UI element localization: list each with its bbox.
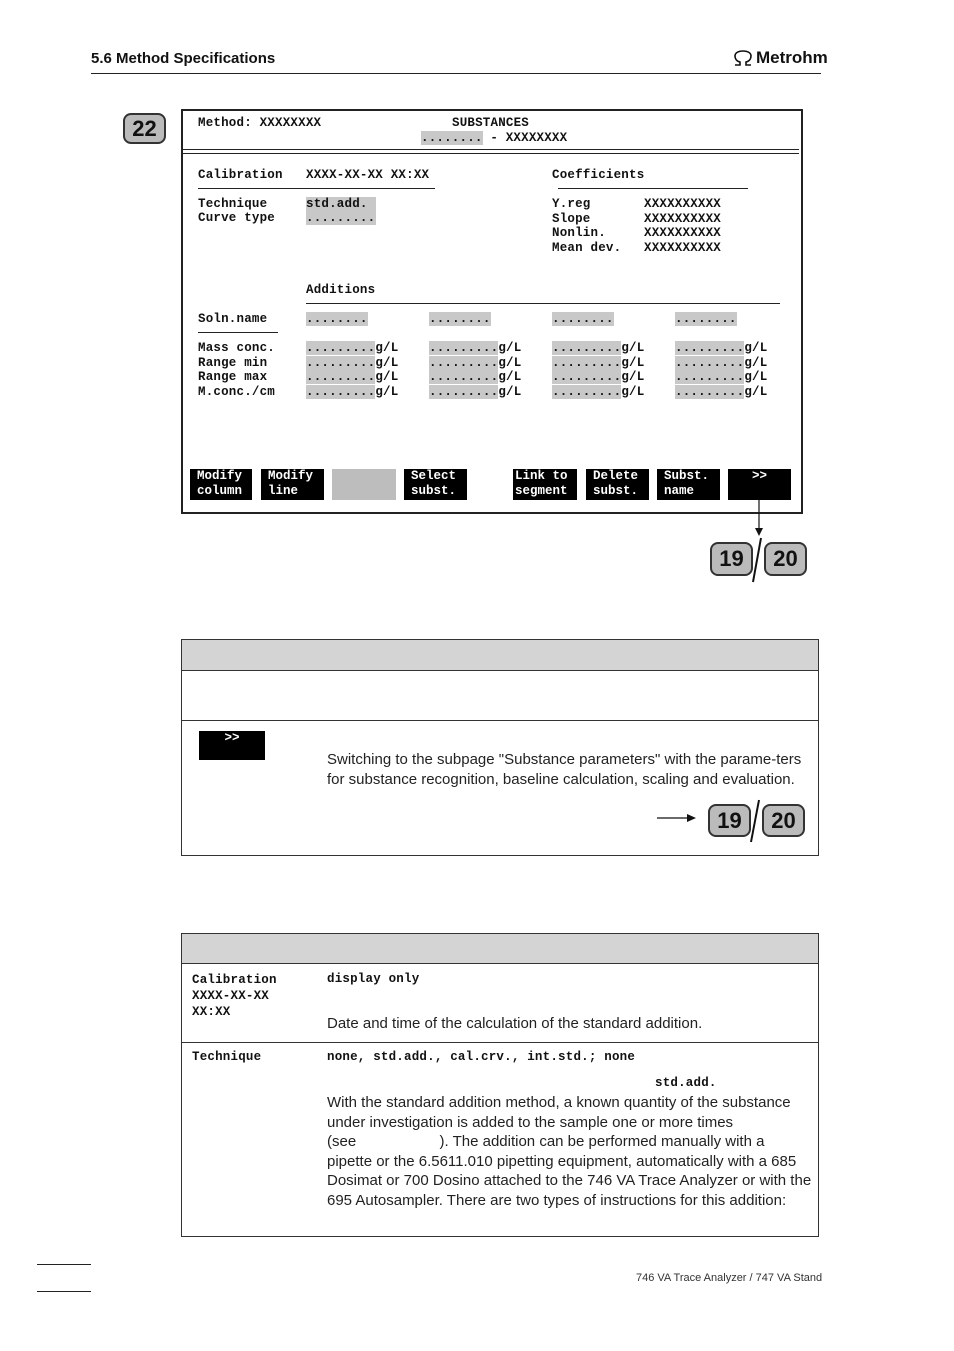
substance-name-softkey[interactable] bbox=[657, 469, 720, 500]
softkey-line: Subst. bbox=[664, 469, 710, 483]
conc-field[interactable]: ......... bbox=[675, 370, 745, 384]
soln-name-underline bbox=[198, 332, 278, 333]
conc-field[interactable]: ......... bbox=[552, 384, 622, 399]
table-header bbox=[182, 934, 818, 964]
delete-substance-softkey[interactable] bbox=[586, 469, 649, 500]
softkey-line: segment bbox=[515, 484, 568, 498]
coefficient-value: XXXXXXXXXX bbox=[644, 211, 722, 226]
brand-logo bbox=[733, 48, 828, 68]
conc-field[interactable]: ......... bbox=[306, 384, 376, 399]
coefficients-title: Coefficients bbox=[552, 168, 645, 182]
unit-label: g/L bbox=[498, 355, 522, 370]
row-label: Mass conc. bbox=[198, 341, 276, 355]
unit-label: g/L bbox=[375, 355, 399, 370]
conc-field[interactable]: ......... bbox=[429, 355, 499, 370]
calibration-values: display only bbox=[327, 972, 420, 986]
param-line: XXXX-XX-XX bbox=[192, 989, 270, 1003]
conc-field[interactable]: ......... bbox=[429, 384, 499, 399]
coefficients-underline bbox=[558, 188, 748, 189]
soln-name-label: Soln.name bbox=[198, 312, 268, 326]
header-rule bbox=[91, 73, 821, 74]
coefficient-row bbox=[552, 241, 721, 256]
coefficient-label: Y.reg bbox=[552, 197, 591, 211]
brand-name: Metrohm bbox=[756, 48, 828, 67]
coefficient-value: XXXXXXXXXX bbox=[644, 197, 722, 211]
coefficient-row bbox=[552, 197, 721, 212]
screen-title: SUBSTANCES bbox=[452, 116, 530, 130]
soln-name-field[interactable]: ........ bbox=[429, 312, 491, 326]
softkey-line: name bbox=[664, 484, 695, 498]
coefficient-row bbox=[552, 226, 721, 241]
next-page-key[interactable]: >> bbox=[199, 731, 265, 760]
unit-label: g/L bbox=[375, 384, 399, 399]
conc-field[interactable]: ......... bbox=[429, 370, 499, 384]
next-page-description: Switching to the subpage "Substance parameters" with the parame-ters for substance recognition, baseline calculation, scaling and evaluation. bbox=[327, 751, 802, 788]
coefficient-value: XXXXXXXXXX bbox=[644, 240, 722, 255]
calibration-underline bbox=[198, 188, 435, 189]
page-number-badge: 22 bbox=[123, 113, 166, 144]
footer-product: 746 VA Trace Analyzer / 747 VA Stand bbox=[636, 1272, 823, 1284]
softkey-line: Select bbox=[411, 469, 457, 483]
row-divider bbox=[182, 1042, 818, 1043]
conc-field[interactable]: ......... bbox=[429, 341, 499, 355]
table-header bbox=[182, 640, 818, 671]
link-to-segment-softkey[interactable] bbox=[513, 469, 577, 500]
parameter-table bbox=[181, 933, 819, 1237]
technique-field[interactable]: std.add. bbox=[306, 197, 376, 211]
unit-label: g/L bbox=[375, 370, 399, 384]
technique-highlight: std.add. bbox=[655, 1076, 717, 1090]
softkey-line: subst. bbox=[593, 484, 639, 498]
conc-field[interactable]: ......... bbox=[552, 341, 622, 355]
screen-separator bbox=[183, 149, 799, 154]
conc-field[interactable]: ......... bbox=[306, 341, 376, 355]
unit-label: g/L bbox=[498, 370, 522, 384]
row-label: Range max bbox=[198, 370, 268, 384]
addition-column-1 bbox=[306, 341, 398, 399]
soln-name-field[interactable]: ........ bbox=[552, 312, 614, 326]
section-title: 5.6 Method Specifications bbox=[91, 50, 276, 67]
next-page-softkey[interactable] bbox=[728, 469, 791, 500]
param-line: XX:XX bbox=[192, 1005, 231, 1019]
additions-title: Additions bbox=[306, 283, 376, 297]
conc-field[interactable]: ......... bbox=[675, 384, 745, 399]
substance-selector[interactable] bbox=[421, 131, 567, 145]
page-20-badge: 20 bbox=[762, 804, 805, 837]
conc-field[interactable]: ......... bbox=[675, 341, 745, 355]
coefficient-value: XXXXXXXXXX bbox=[644, 226, 722, 240]
curve-type-label: Curve type bbox=[198, 211, 276, 225]
conc-field[interactable]: ......... bbox=[306, 370, 376, 384]
table-subheader bbox=[182, 671, 818, 721]
softkey-description-table bbox=[181, 639, 819, 856]
technique-values: none, std.add., cal.crv., int.std.; none bbox=[327, 1050, 636, 1064]
unit-label: g/L bbox=[744, 341, 768, 355]
unit-label: g/L bbox=[375, 341, 399, 355]
addition-column-4 bbox=[675, 341, 767, 399]
page-19-badge: 19 bbox=[710, 542, 753, 576]
unit-label: g/L bbox=[621, 370, 645, 384]
soln-name-field[interactable]: ........ bbox=[306, 312, 368, 326]
coefficient-label: Mean dev. bbox=[552, 240, 622, 255]
conc-field[interactable]: ......... bbox=[552, 370, 622, 384]
footer-rule bbox=[37, 1264, 91, 1265]
softkey-line: Delete bbox=[593, 469, 639, 483]
calibration-param bbox=[192, 972, 277, 1020]
softkey-line: Modify bbox=[197, 469, 243, 483]
addition-column-2 bbox=[429, 341, 521, 399]
coefficient-label: Slope bbox=[552, 211, 591, 226]
softkey-line: subst. bbox=[411, 484, 457, 498]
method-label: Method: XXXXXXXX bbox=[198, 116, 322, 130]
coefficients-list bbox=[552, 197, 721, 255]
row-label: M.conc./cm bbox=[198, 384, 276, 399]
addition-row-labels bbox=[198, 341, 275, 399]
substance-field[interactable]: ........ bbox=[421, 131, 483, 145]
unit-label: g/L bbox=[498, 341, 522, 355]
unit-label: g/L bbox=[621, 341, 645, 355]
curve-type-field[interactable]: ......... bbox=[306, 211, 376, 225]
omega-logo-icon bbox=[733, 50, 753, 66]
softkey-line: column bbox=[197, 484, 243, 498]
calibration-label: Calibration bbox=[198, 168, 283, 182]
technique-label: Technique bbox=[198, 197, 268, 211]
softkey-line: >> bbox=[751, 469, 767, 483]
softkey-line: Modify bbox=[268, 469, 314, 483]
modify-line-softkey[interactable] bbox=[261, 469, 324, 500]
addition-column-3 bbox=[552, 341, 644, 399]
technique-description: With the standard addition method, a known quantity of the substance under investigation is added to the sample one or more times (see ). The addition can be performed manually with a pipette or the 6.5611.010 pipetting equipment, automatically with a 685 Dosimat or 700 Dosino attached to the 746 VA Trace Analyzer or with the 695 Autosampler. There are two types of instructions for this addition: bbox=[327, 1094, 812, 1209]
conc-field[interactable]: ......... bbox=[552, 355, 622, 370]
page-19-badge: 19 bbox=[708, 804, 751, 837]
unit-label: g/L bbox=[621, 384, 645, 399]
coefficient-row bbox=[552, 212, 721, 227]
substance-suffix: - XXXXXXXX bbox=[482, 131, 568, 145]
softkey-line: line bbox=[268, 484, 299, 498]
down-arrow-icon bbox=[750, 500, 770, 540]
unit-label: g/L bbox=[498, 384, 522, 399]
param-line: Calibration bbox=[192, 973, 277, 987]
row-label: Range min bbox=[198, 355, 268, 370]
footer-rule bbox=[37, 1291, 91, 1292]
conc-field[interactable]: ......... bbox=[306, 355, 376, 370]
right-arrow-icon bbox=[657, 811, 699, 825]
calibration-value: XXXX-XX-XX XX:XX bbox=[306, 168, 430, 182]
select-substance-softkey[interactable] bbox=[404, 469, 467, 500]
softkey-line: Link to bbox=[515, 469, 568, 483]
unit-label: g/L bbox=[744, 384, 768, 399]
unit-label: g/L bbox=[744, 370, 768, 384]
soln-name-field[interactable]: ........ bbox=[675, 312, 737, 326]
calibration-description: Date and time of the calculation of the standard addition. bbox=[327, 1015, 703, 1032]
unit-label: g/L bbox=[621, 355, 645, 370]
technique-param: Technique bbox=[192, 1050, 262, 1064]
unit-label: g/L bbox=[744, 355, 768, 370]
conc-field[interactable]: ......... bbox=[675, 355, 745, 370]
coefficient-label: Nonlin. bbox=[552, 226, 606, 240]
page-20-badge: 20 bbox=[764, 542, 807, 576]
modify-column-softkey[interactable] bbox=[190, 469, 252, 500]
empty-softkey bbox=[332, 469, 396, 500]
additions-underline bbox=[306, 303, 780, 304]
